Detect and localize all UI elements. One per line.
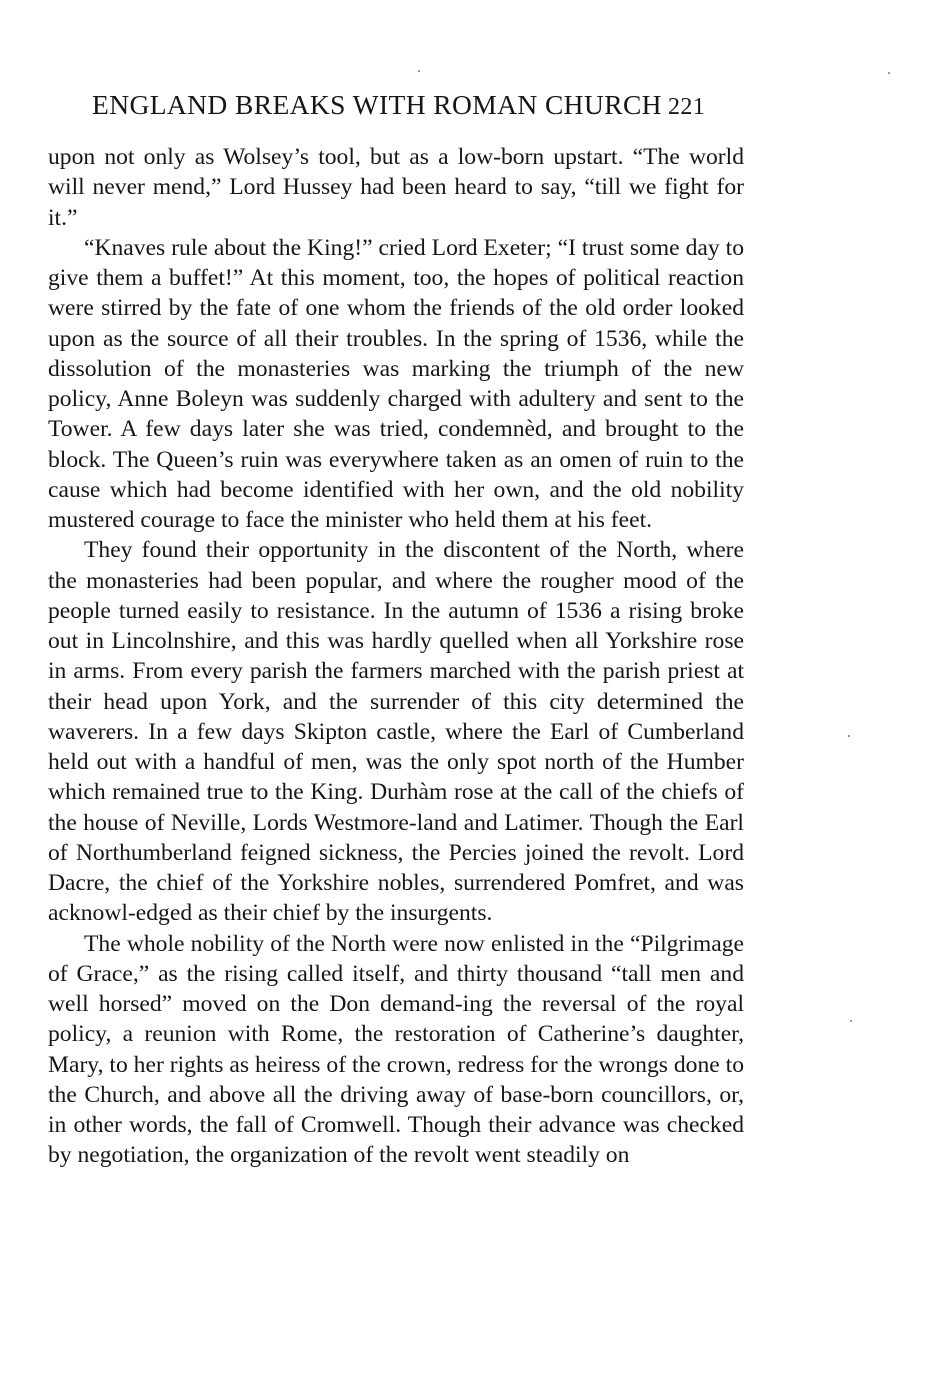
scan-speck <box>418 70 420 72</box>
chapter-title: ENGLAND BREAKS WITH ROMAN CHURCH <box>92 89 662 120</box>
scan-speck <box>850 1020 852 1022</box>
paragraph: They found their opportunity in the discontent of the North, where the monasteries had been popular, and where the rougher mood of the people turned easily to resistance. In the autumn of 1536 a rising broke out in Lincolnshire, and this was hardly quelled when all Yorkshire rose in arms. From every parish the farmers marched with the parish priest at their head upon York, and the surrender of this city determined the waverers. In a few days Skipton castle, where the Earl of Cumberland held out with a handful of men, was the only spot north of the Humber which remained true to the King. Durhàm rose at the call of the chiefs of the house of Neville, Lords Westmore-land and Latimer. Though the Earl of Northumberland feigned sickness, the Percies joined the revolt. Lord Dacre, the chief of the Yorkshire nobles, surrendered Pomfret, and was acknowl-edged as their chief by the insurgents. <box>48 537 744 927</box>
page-number: 221 <box>667 94 706 120</box>
paragraph: “Knaves rule about the King!” cried Lord Exeter; “I trust some day to give them a buffet!” At this moment, too, the hopes of political reaction were stirred by the fate of one whom the friends of the old order looked upon as the source of all their troubles. In the spring of 1536, while the dissolution of the monasteries was marking the triumph of the new policy, Anne Boleyn was suddenly charged with adultery and sent to the Tower. A few days later she was tried, condemnèd, and brought to the block. The Queen’s ruin was everywhere taken as an omen of ruin to the cause which had become identified with her own, and the old nobility mustered courage to face the minister who held them at his feet. <box>48 234 744 533</box>
running-head <box>92 88 752 124</box>
body-text <box>48 142 744 1171</box>
paragraph: The whole nobility of the North were now enlisted in the “Pilgrimage of Grace,” as the rising called itself, and thirty thousand “tall men and well horsed” moved on the Don demand-ing the reversal of the royal policy, a reunion with Rome, the restoration of Catherine’s daughter, Mary, to her rights as heiress of the crown, redress for the wrongs done to the Church, and above all the driving away of base-born councillors, or, in other words, the fall of Cromwell. Though their advance was checked by negotiation, the organization of the revolt went steadily on <box>48 930 744 1169</box>
scan-speck <box>888 72 890 74</box>
paragraph-continued: upon not only as Wolsey’s tool, but as a low-born upstart. “The world will never mend,” Lord Hussey had been heard to say, “till we fight for it.” <box>48 144 744 231</box>
scan-speck <box>848 735 850 737</box>
